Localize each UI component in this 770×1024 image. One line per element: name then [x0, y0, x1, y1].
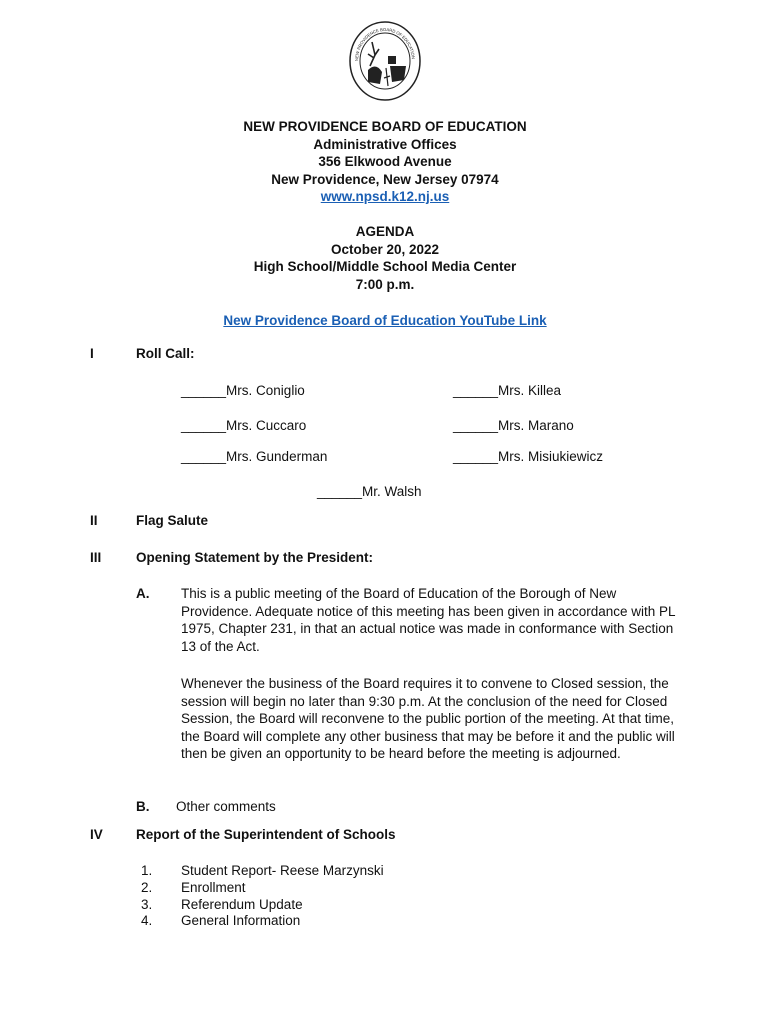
- section-number-flag: II: [90, 513, 98, 528]
- roll-call-member: ______Mrs. Misiukiewicz: [453, 449, 604, 464]
- roll-call-member: ______Mrs. Coniglio: [181, 383, 305, 398]
- section-title-superintendent: Report of the Superintendent of Schools: [136, 827, 396, 842]
- list-item: General Information: [181, 913, 301, 928]
- youtube-link[interactable]: New Providence Board of Education YouTube Link: [223, 313, 547, 328]
- meeting-date: October 20, 2022: [330, 241, 440, 257]
- list-number: 3.: [141, 897, 153, 912]
- opening-statement-paragraph: This is a public meeting of the Board of Education of the Borough of New Providence. Adequate notice of this meeting has been given in accordance with PL 1975, Chapter 231, in that an actual notice was made in conformance with Section 13 of the Act.: [181, 586, 676, 654]
- list-number: 1.: [141, 863, 153, 878]
- website-link[interactable]: www.npsd.k12.nj.us: [320, 189, 450, 205]
- city-address: New Providence, New Jersey 07974: [271, 171, 499, 187]
- agenda-title: AGENDA: [355, 224, 415, 239]
- section-title-opening: Opening Statement by the President:: [136, 550, 374, 565]
- subsection-label-b: B.: [136, 799, 150, 814]
- letterhead: [0, 118, 770, 206]
- list-number: 2.: [141, 880, 153, 895]
- list-item: Referendum Update: [181, 897, 303, 912]
- section-number-superintendent: IV: [90, 827, 103, 842]
- closed-session-paragraph: Whenever the business of the Board requires it to convene to Closed session, the session will begin no later than 9:30 p.m. At the conclusion of the need for Closed Session, the Board will reconvene to the public portion of the meeting. At that time, the Board will complete any other business that may be before it and the public will then be given an opportunity to be heard before the meeting is adjourned.: [181, 676, 675, 762]
- roll-call-member: ______Mrs. Cuccaro: [181, 418, 307, 433]
- meeting-time: 7:00 p.m.: [355, 276, 415, 292]
- meeting-location: High School/Middle School Media Center: [253, 259, 517, 275]
- list-number: 4.: [141, 913, 153, 928]
- agenda-heading: [0, 223, 770, 293]
- roll-call-member: ______Mrs. Marano: [453, 418, 574, 433]
- org-name: NEW PROVIDENCE BOARD OF EDUCATION: [243, 119, 527, 134]
- section-number-opening: III: [90, 550, 102, 565]
- section-title-flag: Flag Salute: [136, 513, 209, 528]
- other-comments: Other comments: [176, 799, 276, 814]
- office-name: Administrative Offices: [313, 136, 457, 152]
- section-title-roll-call: Roll Call:: [136, 346, 195, 361]
- list-item: Enrollment: [181, 880, 246, 895]
- roll-call-member: ______Mrs. Gunderman: [181, 449, 328, 464]
- list-item: Student Report- Reese Marzynski: [181, 863, 384, 878]
- street-address: 356 Elkwood Avenue: [318, 154, 452, 170]
- roll-call-member: ______Mr. Walsh: [317, 484, 422, 499]
- board-seal-logo: [348, 20, 422, 102]
- svg-text:NEW PROVIDENCE BOARD OF EDUCAT: NEW PROVIDENCE BOARD OF EDUCATION: [353, 26, 416, 62]
- roll-call-member: ______Mrs. Killea: [453, 383, 562, 398]
- section-number-roll-call: I: [90, 346, 94, 361]
- subsection-label-a: A.: [136, 586, 150, 601]
